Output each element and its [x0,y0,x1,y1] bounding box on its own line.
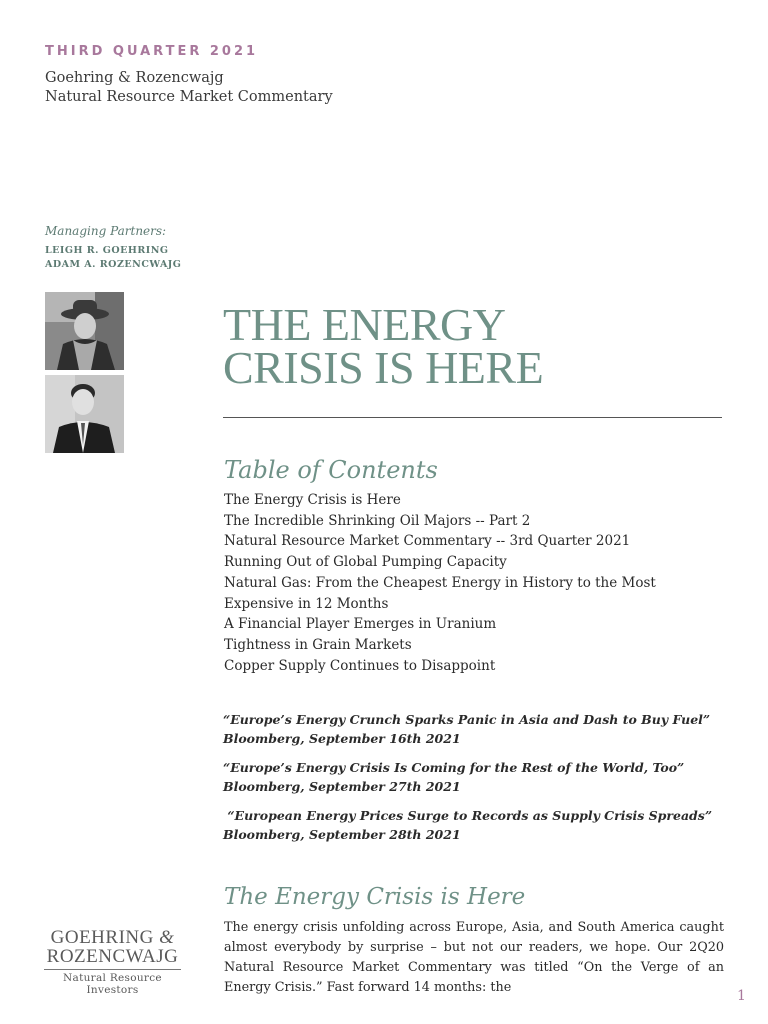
partner-photo-rozencwajg [45,375,124,453]
title-line: THE ENERGY [223,299,506,350]
headline-quote: “Europe’s Energy Crisis Is Coming for the Rest of the World, Too” Bloomberg, September 27th 2021 [223,760,685,794]
toc-item[interactable]: Copper Supply Continues to Disappoint [224,657,496,674]
partner-name: LEIGH R. GOEHRING [45,245,169,256]
section-heading: The Energy Crisis is Here [224,884,526,910]
toc-item[interactable]: Running Out of Global Pumping Capacity [224,554,507,571]
partner-photo-goehring [45,292,124,370]
publication-name: Natural Resource Market Commentary [45,89,333,105]
portrait-image [45,292,124,370]
firm-name: Goehring & Rozencwajg [45,70,224,86]
toc-item[interactable]: The Incredible Shrinking Oil Majors -- Part 2 [224,512,531,529]
toc-item[interactable]: Tightness in Grain Markets [224,636,412,653]
toc-item[interactable]: The Energy Crisis is Here [224,492,401,508]
title-line: CRISIS IS HERE [223,342,544,393]
logo-divider [44,969,181,970]
firm-header [45,69,333,107]
section-body: The energy crisis unfolding across Europe, Asia, and South America caught almost everybody by surprise – but not our readers, we hope. Our 2Q20 Natural Resource Market Commentary was titled “On the Verge of an Energy Crisis.” Fast forward 14 months: the [224,920,724,995]
portrait-image [45,375,124,453]
logo-line [40,928,185,947]
logo-word: ROZENCWAJG [46,946,179,967]
logo-tagline: Natural Resource Investors [63,972,162,996]
company-logo [40,928,185,996]
page-number: 1 [737,988,746,1004]
table-of-contents [224,490,724,676]
managing-partners-heading: Managing Partners: [45,224,167,238]
toc-item[interactable]: Natural Gas: From the Cheapest Energy in History to the Most Expensive in 12 Months [224,574,656,612]
toc-item[interactable]: A Financial Player Emerges in Uranium [224,616,497,633]
quarter-label: THIRD QUARTER 2021 [45,44,259,59]
page-title [223,299,544,393]
headline-quote: “Europe’s Energy Crunch Sparks Panic in Asia and Dash to Buy Fuel” Bloomberg, September 16th 2021 [223,712,711,746]
headline-quote: “European Energy Prices Surge to Records as Supply Crisis Spreads” Bloomberg, September 28th 2021 [223,808,717,842]
logo-word: GOEHRING [50,927,154,948]
headline-quotes [223,711,725,855]
toc-heading: Table of Contents [224,456,438,484]
partner-name: ADAM A. ROZENCWAJG [45,259,182,270]
toc-item[interactable]: Natural Resource Market Commentary -- 3rd Quarter 2021 [224,533,631,550]
title-divider [223,417,722,418]
logo-ampersand: & [159,927,175,948]
